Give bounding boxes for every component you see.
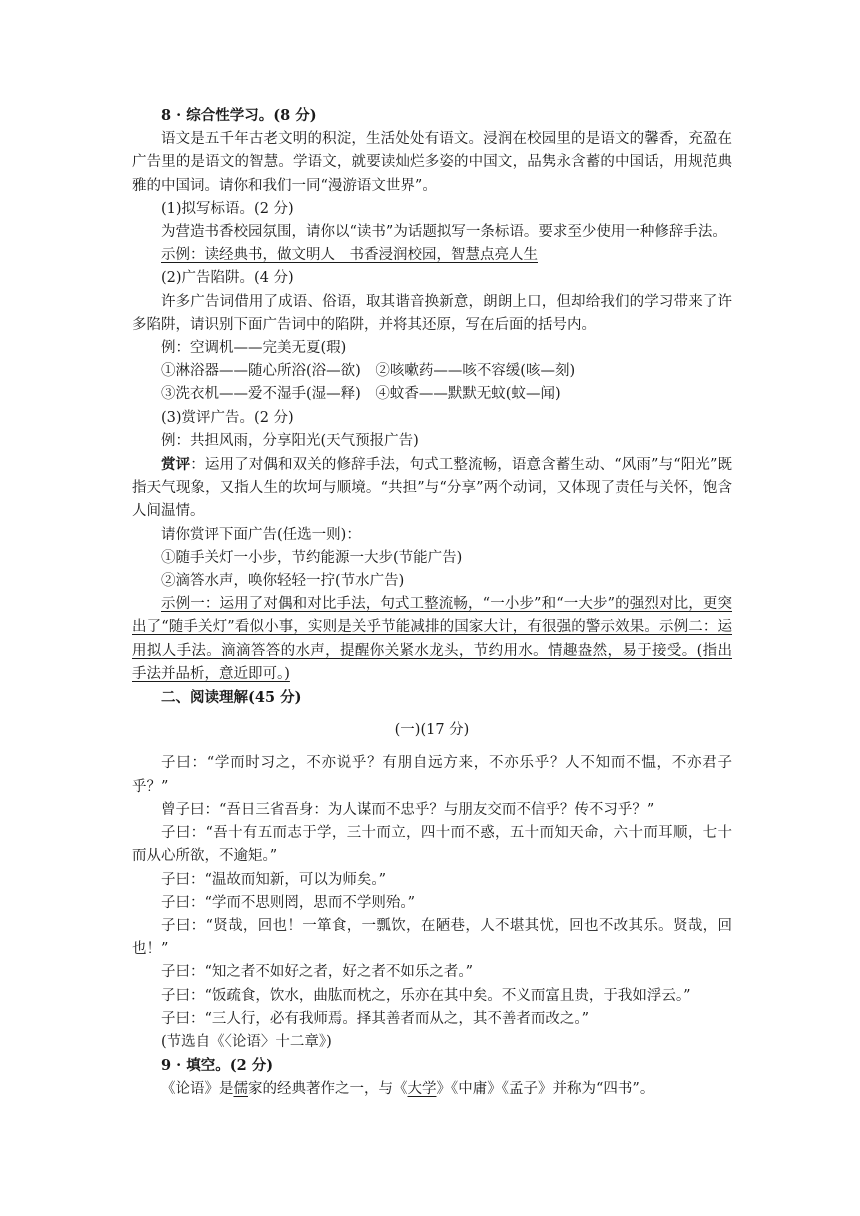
part-3-example: 例：共担风雨，分享阳光(天气预报广告) [161,432,419,449]
question-8-intro: 语文是五千年古老文明的积淀，生活处处有语文。浸润在校园里的是语文的馨香，充盈在广告里的是语文的智慧。学语文，就要读灿烂多姿的中国文，品隽永含蓄的中国话，用规范典雅的中国词。请你和我们一同“漫游语文世界”。 [132,131,732,194]
passage-1-title: (一)(17 分) [394,722,470,739]
q9-text-part: 家的经典著作之一，与《 [248,1081,408,1098]
spacer [132,742,732,752]
appraisal-text: ：运用了对偶和双关的修辞手法，句式工整流畅，语意含蓄生动、“风雨”与“阳光”既指天气现象，又指人生的坎坷与顺境。“共担”与“分享”两个动词，又体现了责任与关怀，饱含人间温情。 [132,457,732,520]
part-3-title: (3)赏评广告。(2 分) [161,409,294,426]
part-3-prompt: 请你赏评下面广告(任选一则)： [161,526,361,543]
question-9-title-text: 9 · 填空。(2 分) [161,1057,274,1075]
spacer [132,709,732,719]
part-2-title: (2)广告陷阱。(4 分) [161,270,294,287]
quote-item: 子曰：“饭疏食，饮水，曲肱而枕之，乐亦在其中矣。不义而富且贵，于我如浮云。” [161,987,691,1004]
part-1-answer-text: 示例：读经典书，做文明人 书香浸润校园，智慧点亮人生 [161,247,538,264]
question-8-title-text: 8 · 综合性学习。(8 分) [161,107,317,124]
part-1-title: (1)拟写标语。(2 分) [161,200,294,217]
source-note: (节选自《〈论语〉十二章》) [161,1033,332,1050]
appraisal-label: 赏评 [161,456,191,474]
part-2-answer-line-2: ③洗衣机——爱不湿手(湿—释) ④蚊香——默默无蚊(蚊—闻) [161,386,561,403]
quote-item: 子曰：“三人行，必有我师焉。择其善者而从之，其不善者而改之。” [161,1010,590,1027]
part-3-ad-2: ②滴答水声，唤你轻轻一拧(节水广告) [161,573,405,590]
quote-item: 子曰：“贤哉，回也！一箪食，一瓢饮，在陋巷，人不堪其忧，回也不改其乐。贤哉，回也！” [132,917,732,958]
quote-item: 子曰：“学而时习之，不亦说乎？有朋自远方来，不亦乐乎？人不知而不愠，不亦君子乎？” [132,755,732,795]
quote-item: 曾子曰：“吾日三省吾身：为人谋而不忠乎？与朋友交而不信乎？传不习乎？” [161,801,655,818]
part-2-prompt: 许多广告词借用了成语、俗语，取其谐音换新意，朗朗上口，但却给我们的学习带来了许多陷阱，请识别下面广告词中的陷阱，并将其还原，写在后面的括号内。 [132,293,732,333]
question-8-title [132,104,732,128]
question-9-text [132,1078,732,1101]
section-2-title: 二、阅读理解(45 分) [161,689,302,707]
q9-answer-blank-2: 大学 [407,1081,437,1098]
appraisal-paragraph [132,453,732,524]
part-3-answer [132,593,732,686]
part-2-example: 例：空调机——完美无夏(瑕) [161,340,347,357]
question-9-title [132,1054,732,1078]
quote-item: 子曰：“吾十有五而志于学，三十而立，四十而不惑，五十而知天命，六十而耳顺，七十而从心所欲，不逾矩。” [132,825,732,865]
quote-item: 子曰：“学而不思则罔，思而不学则殆。” [161,894,416,911]
part-1-answer [132,244,732,267]
part-2-answer-line-1: ①淋浴器——随心所浴(浴—欲) ②咳嗽药——咳不容缓(咳—刻) [161,363,576,380]
quote-item: 子曰：“知之者不如好之者，好之者不如乐之者。” [161,964,474,981]
quote-item: 子曰：“温故而知新，可以为师矣。” [161,871,387,888]
part-3-answer-text: 示例一：运用了对偶和对比手法，句式工整流畅，“一小步”和“一大步”的强烈对比，更突出了“随手关灯”看似小事，实则是关乎节能减排的国家大计，有很强的警示效果。示例二：运用拟人手法。滴滴答答的水声，提醒你关紧水龙头，节约用水。情趣盎然，易于接受。(指出手法并品析，意近即可。) [132,596,732,682]
q9-text-part: 《论语》是 [161,1081,234,1098]
document-content [132,104,732,1102]
q9-text-part: 》《中庸》《孟子》并称为“四书”。 [436,1081,655,1098]
q9-answer-blank-1: 儒 [233,1081,248,1098]
part-1-prompt: 为营造书香校园氛围，请你以“读书”为话题拟写一条标语。要求至少使用一种修辞手法。 [161,224,727,241]
part-3-ad-1: ①随手关灯一小步，节约能源一大步(节能广告) [161,549,463,566]
